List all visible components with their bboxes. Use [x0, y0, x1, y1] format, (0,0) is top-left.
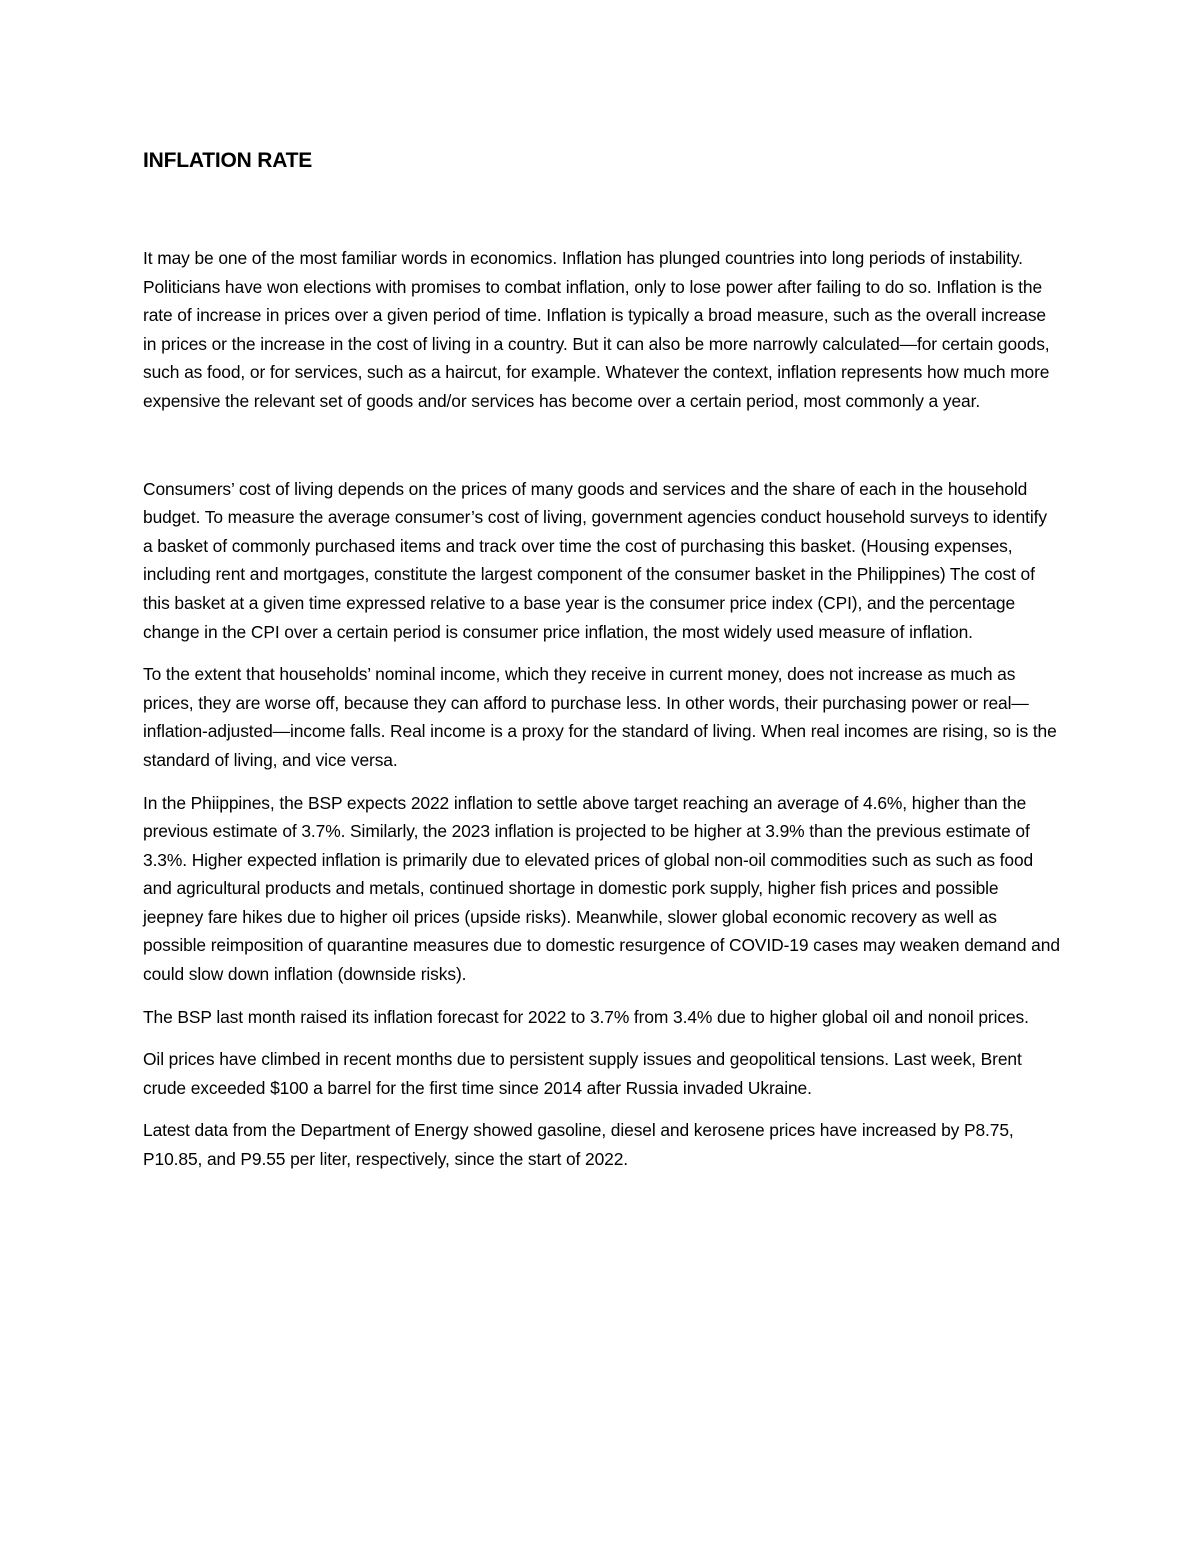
- paragraph-real-income: To the extent that households’ nominal income, which they receive in current money, does not increase as much as prices, they are worse off, because they can afford to purchase less. In other words, their purchasing power or real—inflation-adjusted—income falls. Real income is a proxy for the standard of living. When real incomes are rising, so is the standard of living, and vice versa.: [143, 664, 1057, 770]
- paragraph-bsp-last-month: The BSP last month raised its inflation forecast for 2022 to 3.7% from 3.4% due to higher global oil and nonoil prices.: [143, 1006, 1029, 1027]
- paragraph-bsp-forecast: In the Phiippines, the BSP expects 2022 inflation to settle above target reaching an average of 4.6%, higher than the previous estimate of 3.7%. Similarly, the 2023 inflation is projected to be higher at 3.9% than the previous estimate of 3.3%. Higher expected inflation is primarily due to elevated prices of global non-oil commodities such as such as food and agricultural products and metals, continued shortage in domestic pork supply, higher fish prices and possible jeepney fare hikes due to higher oil prices (upside risks). Meanwhile, slower global economic recovery as well as possible reimposition of quarantine measures due to domestic resurgence of COVID-19 cases may weaken demand and could slow down inflation (downside risks).: [143, 792, 1060, 985]
- paragraph-inflation-definition: It may be one of the most familiar words in economics. Inflation has plunged countries into long periods of instability. Politicians have won elections with promises to combat inflation, only to lose power after failing to do so. Inflation is the rate of increase in prices over a given period of time. Inflation is typically a broad measure, such as the overall increase in prices or the increase in the cost of living in a country. But it can also be more narrowly calculated—for certain goods, such as food, or for services, such as a haircut, for example. Whatever the context, inflation represents how much more expensive the relevant set of goods and/or services has become over a certain period, most commonly a year.: [143, 248, 1050, 411]
- document-title: INFLATION RATE: [143, 149, 313, 172]
- paragraph-doe-fuel-prices: Latest data from the Department of Energy showed gasoline, diesel and kerosene prices have increased by P8.75, P10.85, and P9.55 per liter, respectively, since the start of 2022.: [143, 1120, 1014, 1170]
- document-body: [143, 146, 1061, 1174]
- paragraph-oil-prices: Oil prices have climbed in recent months due to persistent supply issues and geopolitical tensions. Last week, Brent crude exceeded $100 a barrel for the first time since 2014 after Russia invaded Ukraine.: [143, 1049, 1022, 1098]
- paragraph-cost-of-living: Consumers’ cost of living depends on the prices of many goods and services and the share of each in the household budget. To measure the average consumer’s cost of living, government agencies conduct household surveys to identify a basket of commonly purchased items and track over time the cost of purchasing this basket. (Housing expenses, including rent and mortgages, constitute the largest component of the consumer basket in the Philippines) The cost of this basket at a given time expressed relative to a base year is the consumer price index (CPI), and the percentage change in the CPI over a certain period is consumer price inflation, the most widely used measure of inflation.: [143, 478, 1047, 642]
